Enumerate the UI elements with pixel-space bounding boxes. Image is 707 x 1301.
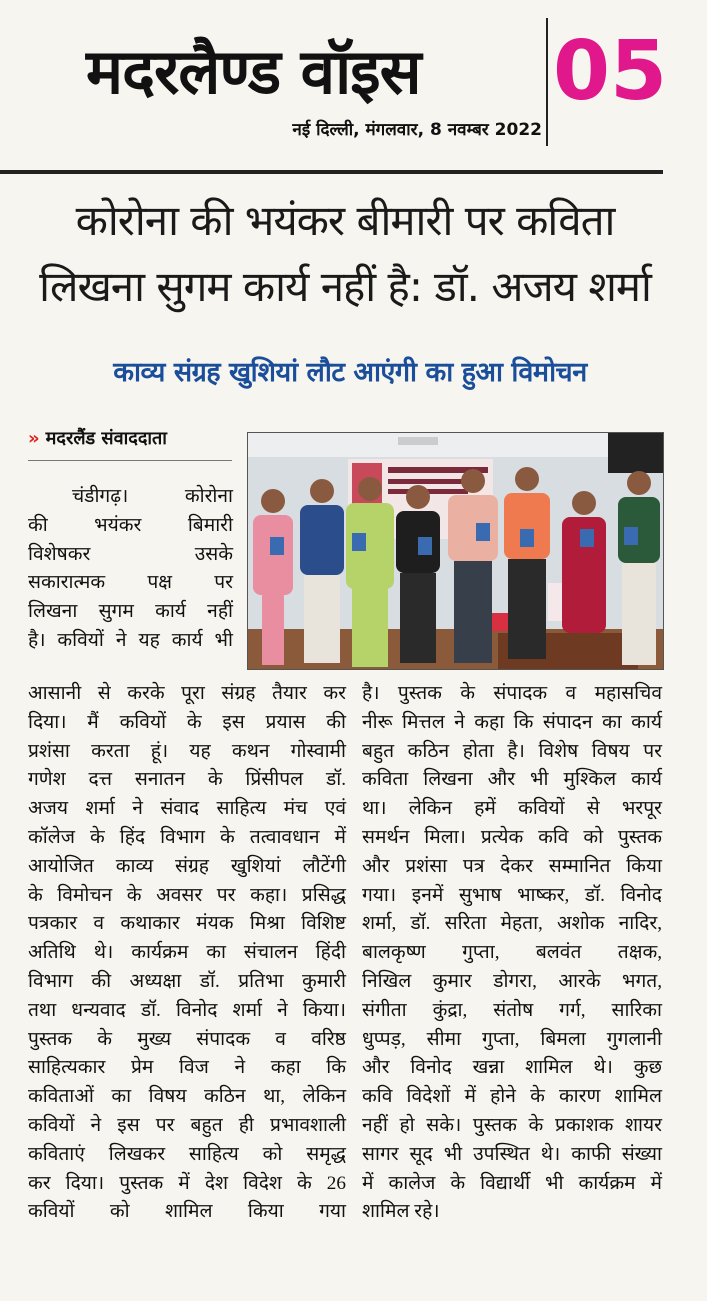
- article-line: है। कवियों ने यह कार्य भी: [28, 629, 233, 651]
- article-line: आसानी से करके पूरा संग्रह तैयार कर: [28, 683, 346, 704]
- article-line: कविताओं का विषय कठिन था, लेकिन: [28, 1086, 346, 1108]
- article-line: कवियों को शामिल किया गया: [28, 1201, 346, 1223]
- article-line: कवियों ने इस पर बहुत ही प्रभावशाली: [28, 1114, 346, 1136]
- article-line: कविताएं लिखकर साहित्य को समृद्ध: [28, 1143, 346, 1165]
- subheadline: काव्य संग्रह खुशियां लौट आएंगी का हुआ विमोचन: [113, 357, 587, 388]
- article-line: के विमोचन के अवसर पर कहा। प्रसिद्ध: [28, 884, 346, 906]
- article-line: था। लेकिन हमें कवियों से भरपूर: [362, 798, 662, 820]
- event-photo-image: [248, 433, 663, 669]
- article-line: में कालेज के विद्यार्थी भी कार्यक्रम में: [362, 1172, 662, 1194]
- masthead: [0, 0, 707, 172]
- article-column-2: [28, 680, 346, 1227]
- newspaper-name: मदरलैण्ड वॉइस: [86, 35, 421, 108]
- article-line: नहीं हो सके। पुस्तक के प्रकाशक शायर: [362, 1114, 662, 1136]
- article-line: नीरू मित्तल ने कहा कि संपादन का कार्य: [362, 711, 662, 733]
- article-line: अतिथि थे। कार्यक्रम का संचालन हिंदी: [28, 942, 346, 964]
- article-line: सकारात्मक पक्ष पर: [28, 572, 233, 594]
- article-line: विभाग की अध्यक्षा डॉ. प्रतिभा कुमारी: [28, 970, 346, 992]
- article-line: बालकृष्ण गुप्ता, बलवंत तक्षक,: [362, 942, 662, 964]
- headline: [20, 188, 670, 320]
- article-line: आयोजित काव्य संग्रह खुशियां लौटेंगी: [28, 855, 346, 877]
- article-line: कॉलेज के हिंद विभाग के तत्वावधान में: [28, 826, 346, 848]
- article-line: अजय शर्मा ने संवाद साहित्य मंच एवं: [28, 798, 346, 820]
- article-line: पुस्तक के मुख्य संपादक व वरिष्ठ: [28, 1028, 346, 1050]
- headline-line-2: लिखना सुगम कार्य नहीं है: डॉ. अजय शर्मा: [39, 262, 651, 311]
- masthead-rule: [0, 170, 663, 174]
- article-line: और प्रशंसा पत्र देकर सम्मानित किया: [362, 855, 662, 877]
- headline-line-1: कोरोना की भयंकर बीमारी पर कविता: [75, 196, 615, 245]
- article-column-3: [362, 680, 662, 1227]
- article-line: तथा धन्यवाद डॉ. विनोद शर्मा ने किया।: [28, 999, 346, 1021]
- article-line: शर्मा, डॉ. सरिता मेहता, अशोक नादिर,: [362, 913, 662, 935]
- article-line: कर दिया। पुस्तक में देश विदेश के 26: [28, 1172, 346, 1194]
- article-line: बहुत कठिन होता है। विशेष विषय पर: [362, 740, 662, 762]
- article-line: निखिल कुमार डोगरा, आरके भगत,: [362, 970, 662, 992]
- article-line: और विनोद खन्ना शामिल थे। कुछ: [362, 1057, 662, 1079]
- article-line: प्रशंसा करता हूं। यह कथन गोस्वामी: [28, 740, 346, 762]
- article-line: लिखना सुगम कार्य नहीं: [28, 601, 233, 623]
- article-line: विशेषकर उसके: [28, 543, 233, 565]
- article-line: पत्रकार व कथाकार मंयक मिश्रा विशिष्ट: [28, 913, 346, 935]
- article-line: गया। इनमें सुभाष भाष्कर, डॉ. विनोद: [362, 884, 662, 906]
- byline-rule: [28, 460, 232, 461]
- dateline: नई दिल्ली, मंगलवार, 8 नवम्बर 2022: [292, 120, 542, 140]
- article-line: दिया। मैं कवियों के इस प्रयास की: [28, 711, 346, 733]
- byline-marker: »: [28, 428, 40, 449]
- byline-text: मदरलैंड संवाददाता: [45, 428, 167, 449]
- article-line: समर्थन मिला। प्रत्येक कवि को पुस्तक: [362, 826, 662, 848]
- article-line: है। पुस्तक के संपादक व महासचिव: [362, 683, 662, 704]
- event-photo: [247, 432, 664, 670]
- article-line: चंडीगढ़। कोरोना: [72, 486, 233, 507]
- article-line: शामिल रहे।: [362, 1201, 440, 1223]
- page-number: 05: [553, 24, 668, 119]
- article-line: गणेश दत्त सनातन के प्रिंसीपल डॉ.: [28, 769, 346, 791]
- article-line: कविता लिखना और भी मुश्किल कार्य: [362, 769, 662, 791]
- masthead-divider: [546, 18, 548, 146]
- article-line: सागर सूद भी उपस्थित थे। काफी संख्या: [362, 1143, 662, 1165]
- article-line: की भयंकर बिमारी: [28, 514, 233, 536]
- article-line: साहित्यकार प्रेम विज ने कहा कि: [28, 1057, 346, 1079]
- article-line: संगीता कुंद्रा, संतोष गर्ग, सारिका: [362, 999, 662, 1021]
- article-line: कवि विदेशों में होने के कारण शामिल: [362, 1086, 662, 1108]
- article-line: धुप्पड़, सीमा गुप्ता, बिमला गुगलानी: [362, 1028, 662, 1050]
- byline: [28, 426, 167, 450]
- article-column-1: [28, 483, 233, 656]
